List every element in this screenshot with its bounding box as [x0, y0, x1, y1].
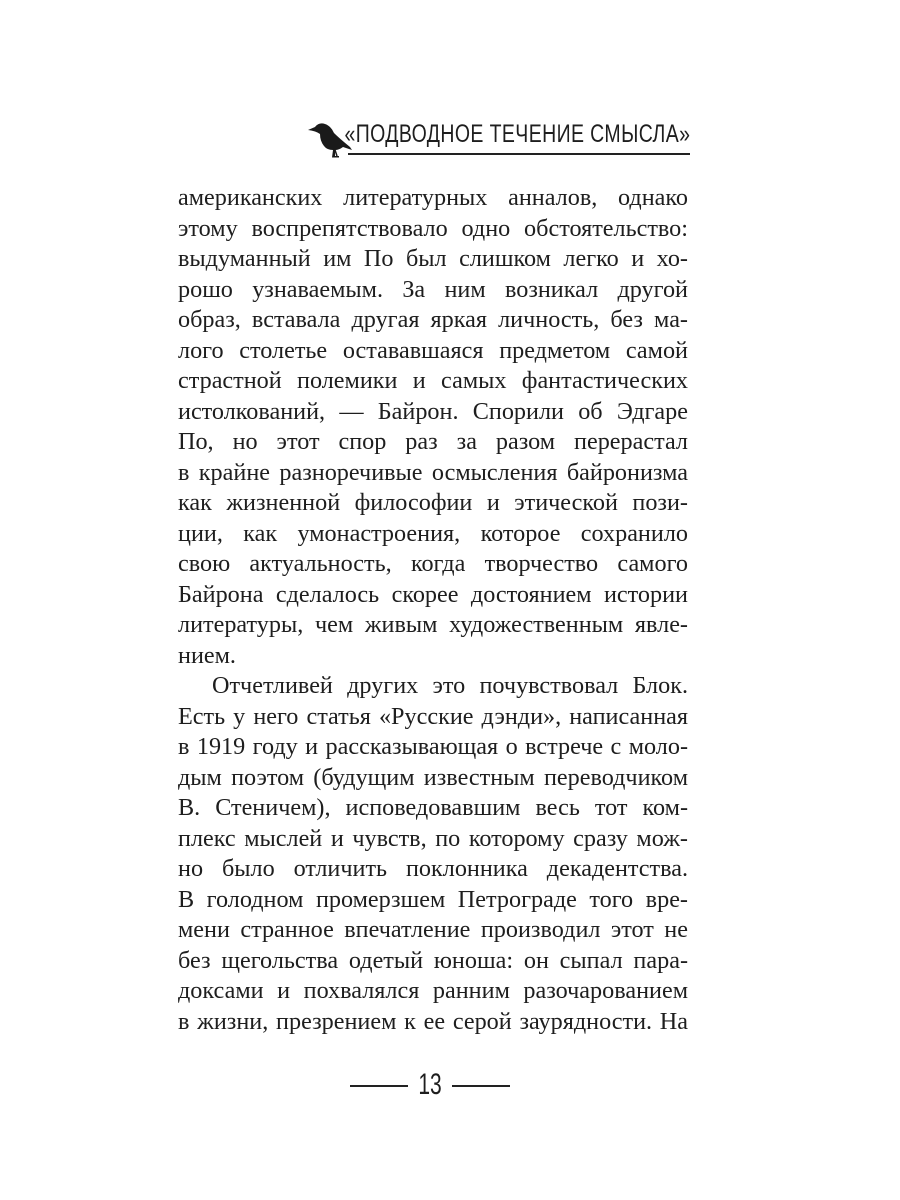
text-line: американских литературных анналов, однако	[178, 184, 688, 211]
text-line: Есть у него статья «Русские дэнди», написанная	[178, 702, 688, 730]
text-line: доксами и похвалялся ранним разочарованием	[178, 977, 688, 1004]
text-line: рошо узнаваемым. За ним возникал другой	[178, 275, 688, 303]
text-line: В голодном промерзшем Петрограде того вре-	[178, 885, 688, 913]
footer-rule-right	[452, 1085, 510, 1087]
text-line: но было отличить поклонника декадентства.	[178, 855, 688, 882]
text-line: Отчетливей других это почувствовал Блок.	[212, 672, 688, 699]
text-line: Байрона сделалось скорее достоянием истории	[178, 580, 688, 608]
text-line: свою актуальность, когда творчество самого	[178, 550, 688, 577]
paragraph-2	[178, 671, 688, 1037]
paragraph-1	[178, 183, 688, 671]
text-line: ции, как умонастроения, которое сохранило	[178, 519, 688, 547]
text-line: В. Стеничем), исповедовавшим весь тот ком-	[178, 794, 688, 821]
text-line: этому воспрепятствовало одно обстоятельство:	[178, 214, 688, 242]
text-line: в крайне разноречивые осмысления байронизма	[178, 458, 688, 486]
text-line: без щегольства одетый юноша: он сыпал пара-	[178, 946, 688, 974]
page-number: 13	[418, 1068, 442, 1101]
page-footer	[340, 1066, 520, 1106]
text-line: По, но этот спор раз за разом перерастал	[178, 428, 688, 455]
running-header	[296, 116, 696, 160]
text-line: литературы, чем живым художественным явле-	[178, 611, 688, 638]
text-line: как жизненной философии и этической пози-	[178, 489, 688, 516]
text-line: выдуманный им По был слишком легко и хо-	[178, 245, 688, 272]
text-line: истолкований, — Байрон. Спорили об Эдгаре	[178, 397, 688, 425]
text-line: в 1919 году и рассказывающая о встрече с моло-	[178, 733, 688, 760]
text-line: дым поэтом (будущим известным переводчиком	[178, 763, 688, 791]
text-line: в жизни, презрением к ее серой заурядности. На	[178, 1007, 688, 1035]
text-line: образ, вставала другая яркая личность, без ма-	[178, 306, 688, 333]
text-line: лого столетье остававшаяся предметом самой	[178, 336, 688, 364]
body-text	[178, 183, 688, 1037]
text-line: мени странное впечатление производил этот не	[178, 916, 688, 943]
header-rule	[348, 153, 690, 155]
text-line: нием.	[178, 641, 236, 669]
header-title: «ПОДВОДНОЕ ТЕЧЕНИЕ СМЫСЛА»	[344, 120, 690, 148]
text-line: страстной полемики и самых фантастических	[178, 367, 688, 394]
text-line: плекс мыслей и чувств, по которому сразу мож-	[178, 824, 688, 852]
